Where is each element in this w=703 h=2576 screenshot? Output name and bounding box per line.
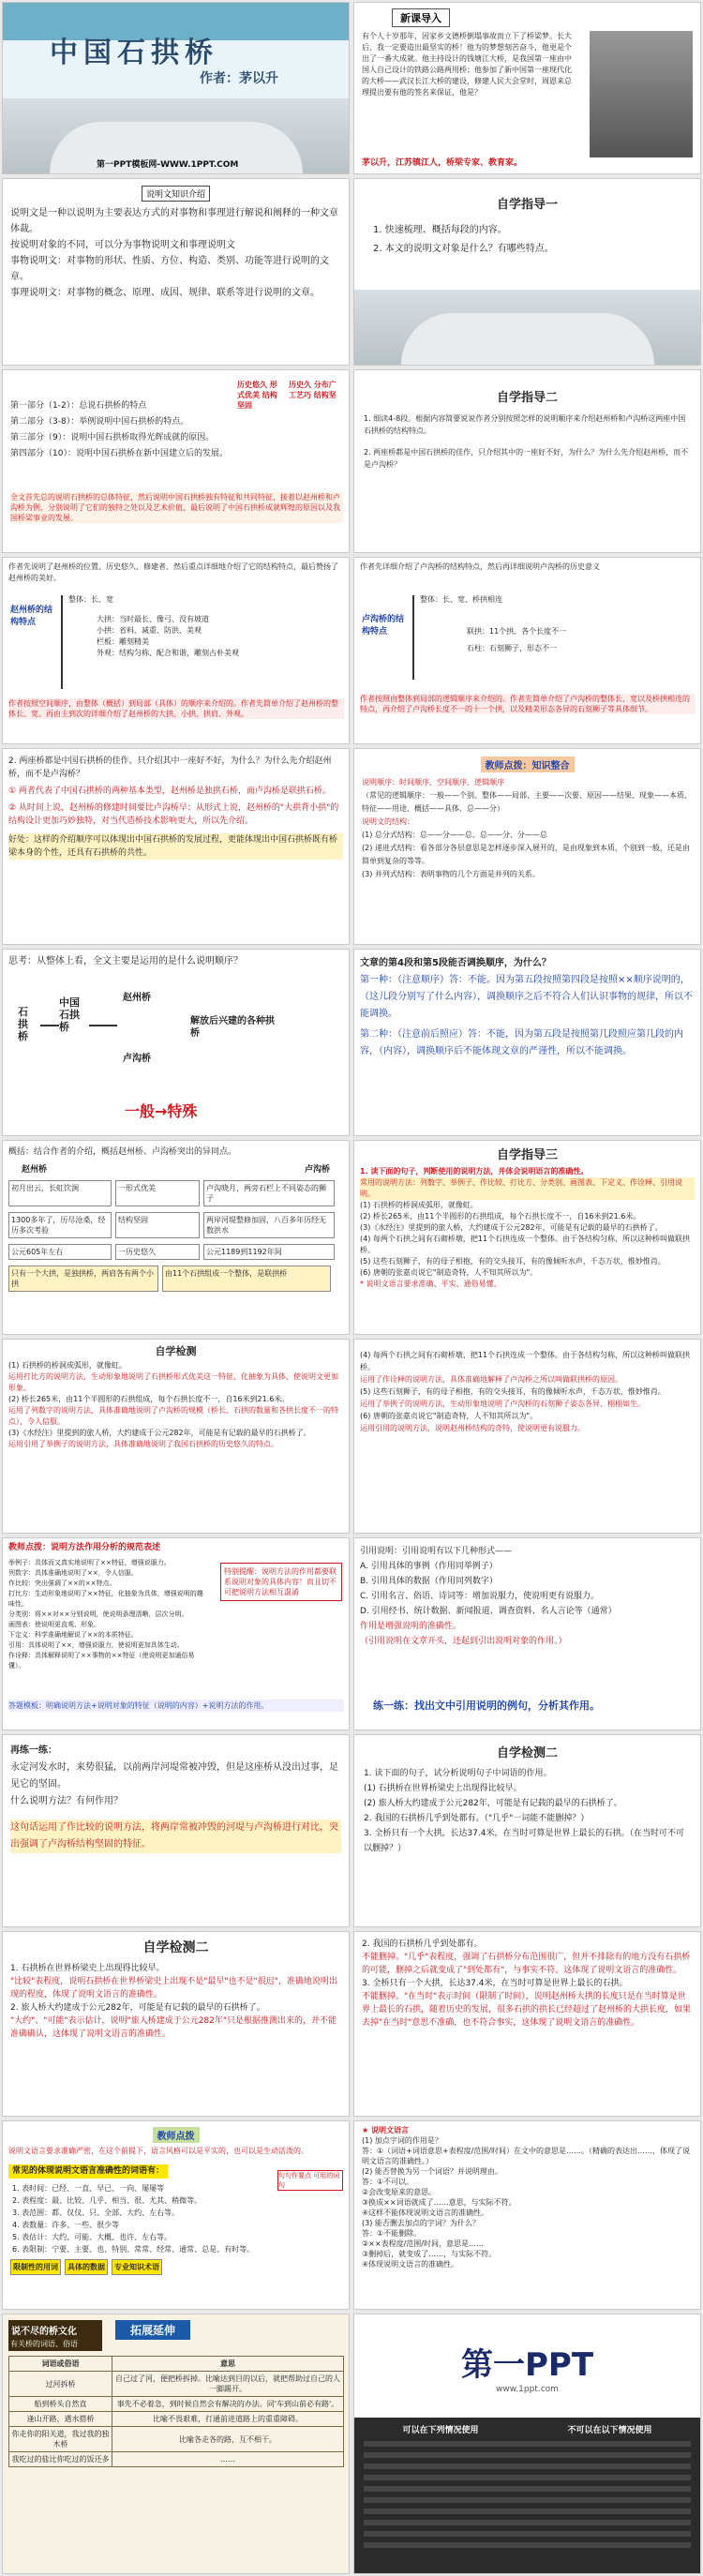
cell: 由11个石拱组成一个整体，是联拱桥 — [162, 1266, 331, 1292]
slide-title: 自学指导三 — [496, 1148, 558, 1162]
tree-part: 联拱：11个拱、各个长度不一 — [467, 627, 567, 636]
line: 答：①不能删除。 — [362, 2229, 422, 2238]
col-heading: 不可以在以下情况使用 — [567, 2426, 652, 2435]
tip-bubble: 特别提醒：说明方法的作用都要联系说明对象的具体内容！而且切不可把说明方法相互混淆 — [220, 1563, 342, 1601]
line: (2) 递进式结构：看各部分各层意思是怎样逐步深入展开的，是由现象到本质，个别到一般，还是由简单到复杂的等等。 — [362, 844, 690, 865]
category-chip: 具体的数据 — [65, 2259, 108, 2275]
item: 3. 表范围：都、仅仅、只、全部、大约、左右等。 — [12, 2209, 180, 2217]
line: 运用打比方的说明方法，生动形象地说明了石拱桥形式优美这一特征，化抽象为具体，使说明文更加形象。 — [8, 1372, 338, 1392]
language-answer-slide — [353, 2120, 701, 2310]
self-check-two-a-slide — [2, 1931, 350, 2117]
node-china: 中国石拱桥 — [59, 996, 80, 1033]
line: * 说明文语言要求准确、平实、通俗易懂。 — [360, 1280, 501, 1288]
extension-slide — [2, 2314, 350, 2574]
line: 运用引用的说明方法，说明赵州桥结构的奇特，使说明更有说服力。 — [360, 1424, 585, 1432]
cell: 卢沟晓月，两旁石栏上不同姿态的狮子 — [203, 1180, 335, 1206]
table-row — [9, 2372, 344, 2397]
col-header: 赵州桥 — [22, 1165, 48, 1175]
zhaozhou-structure-slide — [2, 557, 350, 744]
line: (4) 每两个石拱之间有石砌桥墩，把11个石拱连成一个整体。由于各结构匀称，所以这种桥叫做联拱桥。 — [360, 1351, 691, 1371]
intro-text: 作者先说明了赵州桥的位置、历史悠久、修建者、然后重点详细地介绍了它的结构特点，最后赞扬了赵州桥的美好。 — [8, 562, 338, 582]
task: 练一练：找出文中引用说明的例句，分析其作用。 — [373, 1700, 600, 1712]
answer-1: 第一种：（注意顺序）答：不能。因为第五段按照第四段是按照××顺序说明的，（这儿段分别写了什么内容），调换顺序之后不符合人们认识事物的规律，所以不能调换。 — [360, 975, 693, 1019]
practice-slide — [2, 1734, 350, 1927]
answer: 一般→特殊 — [125, 1102, 198, 1120]
line: (1) 石拱桥的桥洞成弧形，就像虹。 — [8, 1361, 127, 1370]
line: (6) 唐朝的张嘉贞说它"制造奇特，人不知其所以为"。 — [360, 1412, 538, 1420]
line: C. 引用名言、俗语、诗词等：增加说服力，使说明更有说服力。 — [360, 1592, 600, 1601]
line: 作诠释：具体解释说明了××事物的××特征（使说明更加通俗易懂）。 — [8, 1652, 195, 1670]
tree-root: 卢沟桥的结构特点 — [362, 615, 405, 637]
line: "比较"表程度，说明石拱桥在世界桥梁史上出现不是"最早"也不是"很迟"，准确地说明出现的程度，体现了说明文语言的准确性。 — [10, 1977, 337, 1999]
line: (6) 唐朝的张嘉贞说它"制造奇特，人不知其所以为"。 — [360, 1268, 538, 1277]
guide-item: 2. 两座桥都是中国石拱桥的佳作，只介绍其中的一座好不好，为什么？为什么先介绍赵州桥，而不是卢沟桥？ — [364, 448, 689, 469]
guide-item: 1. 细读4-8段。根据内容简要说说作者分别按照怎样的说明顺序来介绍赵州桥和卢沟桥这两座中国石拱桥的结构特点。 — [364, 414, 686, 435]
self-check-slide — [2, 1339, 350, 1534]
subtitle: 说不尽的桥文化 — [8, 2320, 102, 2340]
cell: 结构坚固 — [115, 1212, 200, 1238]
item: 6. 表限制：宁要、主要、也、特别、常常、经常、通常、总是、有时等。 — [12, 2245, 255, 2254]
para-4: 事理说明文：对事物的概念、原理、成因、规律、联系等进行说明的文章。 — [10, 288, 320, 298]
cell: 你走你的阳关道，我过我的独木桥 — [9, 2427, 112, 2452]
line: ②××表程度/范围/时间，意思是…… — [362, 2239, 484, 2248]
question: 2. 两座桥都是中国石拱桥的佳作。只介绍其中一座好不好，为什么？为什么先介绍赵州桥，而不是卢沟桥？ — [8, 756, 332, 779]
intro-text: 作者先详细介绍了卢沟桥的结构特点，然后再详细说明卢沟桥的历史意义 — [360, 562, 600, 571]
line: (3) 能否删去加点的字词？为什么？ — [362, 2219, 480, 2227]
line: (3)《水经注》里提到的旅人桥，大约建成于公元282年，可能是有记载的最早的石拱桥了。 — [8, 1429, 311, 1437]
line: 运用了列数字的说明方法，具体准确地说明了卢沟桥的规模（桥长、石拱的数量和各拱长度不一的特点），令人信服。 — [8, 1406, 338, 1426]
node-lugou: 卢沟桥 — [123, 1054, 151, 1064]
line: 3. 全桥只有一个大拱，长达37.4米，在当时可算是世界上最长的石拱。 — [362, 1979, 628, 1988]
slide-title: 教师点拨 — [153, 2127, 200, 2143]
banner: 拓展延伸 — [115, 2320, 190, 2340]
line: 1. 读下面的句子，判断使用的说明方法，并体会说明语言的准确性。 — [360, 1167, 589, 1176]
line: "大约"、"可能"表示估计，说明"旅人桥建成于公元282年"只是根据推测出来的，并不能准确确认，这体现了说明文语言的准确性。 — [10, 2016, 337, 2039]
para-1: 说明文是一种以说明为主要表达方式的对事物和事理进行解说和阐释的一种文章体裁。 — [10, 208, 338, 234]
line: 引用：具体说明了××，增强说服力，使说明更加具体生动。 — [8, 1641, 184, 1649]
bottom-note: 作者按照由整体到局部的逻辑顺序来介绍的。作者先简单介绍了卢沟桥的整体长、宽以及桥拱相连的特点，再介绍了卢沟桥长度不一的十一个拱，以及精美形态各异的石刻狮子等具体细节。 — [360, 694, 696, 714]
line: 3. 全桥只有一个大拱，长达37.4米，在当时可算是世界上最长的石拱。（在当时可不可以删掉？） — [364, 1829, 684, 1853]
intro: 概括：结合作者的介绍，概括赵州桥、卢沟桥突出的异同点。 — [8, 1147, 237, 1157]
line: 不能删掉。"在当时"表示时间（限制了时间），说明赵州桥大拱的长度只是在当时算是世界上最长的石拱，随着历史的发展，很多石拱的拱长已经超过了赵州桥的大拱长度，如果去掉"在当时"意思不准确，也不符合事实，这体现了说明文语言的准确性。 — [362, 1992, 692, 2028]
guide-item: 1. 快速梳理、概括每段的内容。 — [373, 225, 507, 235]
author-label: 作者：茅以升 — [200, 71, 278, 86]
line: 常用的说明方法：列数字、举例子、作比较、打比方、分类别、画图表、下定义、作诠释、引用说明。 — [360, 1177, 695, 1200]
arrow — [40, 1025, 59, 1026]
para-3: 事物说明文：对事物的形状、性质、方位、构造、类别、功能等进行说明的文章。 — [10, 256, 329, 282]
method-expression-slide — [2, 1537, 350, 1730]
line: 答：①不可以。 — [362, 2178, 414, 2186]
cell: 我吃过的盐比你吃过的饭还多 — [9, 2452, 112, 2467]
line: 分类别：将××对××分别说明，使说明条理清晰，层次分明。 — [8, 1610, 188, 1618]
line: ★ 说明文语言 — [362, 2126, 409, 2134]
guide-item: 2. 本文的说明文对象是什么？有哪些特点。 — [373, 244, 554, 254]
intro: 说明文语言要求准确严密，在这个前提下，语言风格可以是平实的，也可以是生动活泼的。 — [8, 2147, 308, 2155]
knowledge-integration-slide — [353, 748, 701, 945]
slide-title: 自学指导一 — [496, 198, 558, 212]
node-root: 石拱桥 — [18, 1006, 28, 1042]
cell: 一形式优美 — [115, 1180, 200, 1206]
heading: 再练一练： — [10, 1745, 57, 1756]
idiom-table — [8, 2356, 344, 2467]
intro-slide — [353, 2, 701, 174]
cell: 公元605年左右 — [8, 1244, 112, 1260]
cell: 过河拆桥 — [9, 2372, 112, 2397]
tree-root: 赵州桥的结构特点 — [10, 606, 53, 627]
slide-heading: 说明文知识介绍 — [142, 186, 210, 202]
tree-part: 外观：结构匀称、配合和谐，雕刻古朴美观 — [97, 649, 239, 657]
note: 好处：这样的介绍顺序可以体现出中国石拱桥的发展过程，更能体现出中国石拱桥既有桥梁本身的个性，还具有石拱桥的共性。 — [8, 833, 343, 860]
line: 列数字：具体准确地说明了××，令人信服。 — [8, 1569, 138, 1577]
line: 1. 读下面的句子，试分析说明句子中词语的作用。 — [364, 1769, 552, 1778]
tree-brace — [412, 595, 414, 680]
slide-title: 教师点拨：说明方法作用分析的规范表述 — [8, 1543, 161, 1552]
line: ②会改变原来的意思。 — [362, 2188, 437, 2196]
line: D. 引用经书、统计数据、新闻报道、调查资料、名人言论等（通常） — [360, 1607, 617, 1616]
structure-slide — [2, 369, 350, 553]
category-chip: 专业知识术语 — [112, 2259, 162, 2275]
cell: 只有一个大拱，是独拱桥，两肩各有两个小拱 — [8, 1266, 158, 1292]
line: 运用了作诠释的说明方法，具体准确地解释了卢沟桥之所以叫做联拱桥的原因。 — [360, 1375, 622, 1384]
order-diagram-slide — [2, 949, 350, 1136]
item: 1. 表时间：已经、一直、早已、一向、屡屡等 — [12, 2184, 165, 2193]
bottom-note: 作者按照空间顺序，由整体（概括）到局部（具体）的顺序来介绍的。作者先简单介绍了赵州桥的整体长、宽、再由主到次的详细介绍了赵州桥的大拱、小拱、拱肩、外观。 — [8, 698, 344, 719]
item: 2. 表程度：最、比较、几乎、相当、很、尤其、稍微等。 — [12, 2196, 202, 2205]
intro-text: 有个人十岁那年，因家乡文德桥倒塌事故而立下了桥梁梦。长大后，我一定要造出最坚实的桥！他为的梦想刻苦奋斗，他更是个出了一番大成就。他主持设计的钱塘江大桥，是我国第一座由中国人自己设计的铁路公路两用桥；他参加了新中国第一座现代化的大桥——武汉长江大桥的建设，修建人民大会堂时，周恩来总理提出要有他的签名来保证，他是？ — [362, 32, 572, 97]
subtitle-2: 有关桥的词语、俗语 — [8, 2337, 102, 2351]
cell: …… — [112, 2452, 343, 2467]
tree-part: 石柱：石刻狮子，形态不一 — [467, 644, 557, 652]
line: (3) 并列式结构：表明事物的几个方面是并列的关系。 — [362, 870, 540, 878]
item: 5. 表估计：大约、可能、大概、也许、左右等。 — [12, 2233, 172, 2241]
line: (4) 每两个石拱之间有石砌桥墩，把11个石拱连成一个整体。由于各结构匀称，所以这种桥叫做联拱桥。 — [360, 1235, 691, 1254]
part-2: 第二部分（3-8）：举例说明中国石拱桥的特点。 — [10, 417, 189, 427]
table-header: 意思 — [112, 2357, 343, 2372]
node-new: 解放后兴建的各种拱桥 — [190, 1016, 275, 1039]
line: (2) 桥长265米，由11个半圆形的石拱组成，每个石拱长度不一，自16米到21.6米。 — [8, 1395, 290, 1403]
question: 思考：从整体上看，全文主要是运用的是什么说明顺序？ — [8, 956, 243, 966]
section-tag: 新课导入 — [392, 8, 450, 27]
col-header: 卢沟桥 — [304, 1165, 330, 1175]
compare-slide — [2, 1140, 350, 1335]
slide-title: 自学检测 — [155, 1345, 197, 1357]
line: (2) 桥长265米，由11个半圆形的石拱组成，每个石拱长度不一，自16米到21.6米。 — [360, 1212, 641, 1221]
self-check-cont-slide — [353, 1339, 701, 1534]
intro-answer: 茅以升，江苏镇江人，桥梁专家、教育家。 — [362, 158, 523, 168]
usage-list — [364, 2441, 691, 2554]
cell: 比喻各走各的路，互不相干。 — [112, 2427, 343, 2452]
answer: 这句话运用了作比较的说明方法，将两岸常被冲毁的河堤与卢沟桥进行对比，突出强调了卢沟桥结构坚固的特征。 — [10, 1820, 341, 1853]
knowledge-slide — [2, 178, 350, 366]
line: (5) 这些石刻狮子，有的母子相抱，有的交头接耳，有的像倾听水声，千态万状，惟妙惟肖。 — [360, 1257, 666, 1266]
line: 说明顺序：时间顺序、空间顺序、逻辑顺序 — [362, 778, 504, 786]
side-note: 历史悠久 形式优美 结构坚固 — [237, 381, 277, 410]
tree-part: 小拱：省料、减重、防洪、美观 — [97, 626, 202, 635]
line: ③换成××词语就成了……意思，与实际不符。 — [362, 2198, 516, 2207]
cell: 比喻不畏艰难，打通前进道路上的重重障碍。 — [112, 2412, 343, 2427]
answer-1: ① 两者代表了中国石拱桥的两种基本类型，赵州桥是独拱石桥，而卢沟桥是联拱石桥。 — [8, 786, 331, 796]
template-note: 答题模板：明确说明方法+说明对象的特征（说明的内容）+说明方法的作用。 — [8, 1700, 344, 1712]
para: 永定河发水时，来势很猛，以前两岸河堤常被冲毁，但是这座桥从没出过事，足见它的坚固。 — [10, 1762, 338, 1790]
line: (1) 石拱桥在世界桥梁史上出现得比较早。 — [364, 1784, 522, 1793]
self-check-two-b-slide — [353, 1931, 701, 2117]
line: 运用了举例子的说明方法，生动形象地说明了卢沟桥的石刻狮子姿态各异、栩栩如生。 — [360, 1400, 645, 1408]
line: 引用说明：引用说明有以下几种形式—— — [360, 1547, 513, 1556]
line: (1) 石拱桥的桥洞成弧形，就像虹。 — [360, 1201, 478, 1209]
lugou-structure-slide — [353, 557, 701, 744]
line: ④体现说明文语言的准确性。 — [362, 2260, 459, 2269]
slide-title: 教师点拨：知识整合 — [481, 756, 575, 772]
slide-title: 自学检测二 — [496, 1746, 558, 1760]
tree-whole: 整体：长、宽 — [68, 595, 113, 604]
line: 说明文的结构： — [362, 817, 414, 826]
cell: 一历史悠久 — [115, 1244, 200, 1260]
guide-three-slide — [353, 1140, 701, 1335]
footer-url: 第一PPT模板网-WWW.1PPT.COM — [97, 160, 239, 170]
title-slide — [2, 2, 350, 174]
line: (2) 旅人桥大约建成于公元282年，可能是有记载的最早的石拱桥了。 — [364, 1799, 622, 1808]
line: 2. 我国的石拱桥几乎到处都有。（"几乎"一词能不能删掉？） — [364, 1814, 590, 1823]
part-1: 第一部分（1-2）：总说石拱桥的特点 — [10, 401, 147, 411]
cell: 两岸河堤整修加固，八百多年历经无数洪水 — [203, 1212, 335, 1238]
summary-text: 全文首先总的说明石拱桥的总体特征，然后说明中国石拱桥独有特征和共同特征，接着以赵州桥和卢沟桥为例，分别说明了它们的独特之处以及艺术价值，最后说明了中国石拱桥成就辉煌的原因以及我国桥梁事业的发展。 — [10, 492, 343, 523]
box-heading: 常见的体现说明文语言准确性的词语有： — [8, 2164, 168, 2179]
brand-url: www.1ppt.com — [496, 2385, 559, 2394]
language-tip-slide — [2, 2120, 350, 2310]
logo-slide — [353, 2314, 701, 2574]
node-zhaozhou: 赵州桥 — [123, 993, 151, 1003]
line: （引用说明在文章开头，还起到引出说明对象的作用。） — [360, 1637, 567, 1646]
slide-title: 自学指导二 — [496, 391, 558, 405]
cell: 1300多年了，历尽沧桑，经历多次考验 — [8, 1212, 112, 1238]
line: 作用是增强说明的准确性。 — [360, 1622, 462, 1631]
table-row — [9, 2412, 344, 2427]
cell: 初月出云，长虹饮涧 — [8, 1180, 112, 1206]
line: 不能删掉。"几乎"表程度，强调了石拱桥分布范围很广，但并不排除有的地方没有石拱桥的可能，删掉之后就变成了"到处都有"，与事实不符。这体现了说明文语言的准确性。 — [362, 1953, 691, 1975]
tree-part: 栏板：雕刻精美 — [97, 637, 149, 646]
table-row — [9, 2427, 344, 2452]
guide-one-slide — [353, 178, 701, 366]
table-row — [9, 2452, 344, 2467]
question: 文章的第4段和第5段能否调换顺序，为什么？ — [360, 958, 551, 968]
slide-title: 中国石拱桥 — [50, 37, 218, 69]
portrait-image — [590, 31, 693, 157]
cell: 事先不必着急，到时候自然会有解决的办法。同'车到山前必有路'。 — [112, 2397, 343, 2412]
cell: 自己过了河，便把桥拆掉。比喻达到目的以后，就把帮助过自己的人一脚踢开。 — [112, 2372, 343, 2397]
para-2: 按说明对象的不同，可以分为事物说明文和事理说明文 — [10, 240, 235, 250]
line: ④这样不能体现说明文语言的准确性。 — [362, 2209, 489, 2217]
line: 2. 旅人桥大约建成于公元282年，可能是有记载的最早的石拱桥了。 — [10, 2003, 265, 2013]
cell: 逢山开路，遇水搭桥 — [9, 2412, 112, 2427]
line: 打比方：生动形象地说明了××特征，化抽象为具体，增强说明的趣味性。 — [8, 1590, 203, 1608]
line: 答：①（词语+词语意思+表程度/范围/时间）在文中的意思是……。（精确的表达出……，体现了说明文语言的准确性。） — [362, 2147, 690, 2165]
tree-whole: 整体：长、宽、桥拱相连 — [420, 595, 502, 604]
table-row — [9, 2397, 344, 2412]
line: (3)《水经注》里提到的旅人桥，大约建成于公元282年，可能是有记载的最早的石拱桥了。 — [360, 1223, 663, 1232]
line: (1) 总分式结构：总——分——总、总——分、分——总 — [362, 831, 547, 839]
table-header: 词语或俗语 — [9, 2357, 112, 2372]
category-chip: 限制性的用词 — [10, 2259, 61, 2275]
quotation-slide — [353, 1537, 701, 1730]
cell: 公元1189到1192年间 — [203, 1244, 335, 1260]
line: 举例子：具体而又真实地说明了××特征，增强说服力。 — [8, 1559, 171, 1566]
cell: 船到桥头自然直 — [9, 2397, 112, 2412]
line: ③删掉后，就变成了……，与实际不符。 — [362, 2250, 497, 2258]
line: 运用引用了举例子的说明方法，具体准确地说明了我国石拱桥的历史悠久的特点。 — [8, 1440, 278, 1448]
question: 什么说明方法？有何作用？ — [10, 1796, 123, 1806]
part-4: 第四部分（10）：说明中国石拱桥在新中国建立后的发展。 — [10, 449, 228, 458]
line: 作比较：突出强调了××的××特点。 — [8, 1580, 116, 1587]
col-heading: 可以在下列情况使用 — [402, 2426, 479, 2435]
line: A. 引用具体的事例（作用同举例子） — [360, 1562, 498, 1571]
line: 画图表：使说明更直观、形象。 — [8, 1621, 100, 1628]
arrow — [89, 1025, 117, 1026]
brand-logo: 第一PPT — [460, 2346, 594, 2384]
tree-part: 大拱：当时最长、像弓、没有坡道 — [97, 615, 209, 623]
line: (1) 加点字词的作用是？ — [362, 2136, 442, 2145]
line: B. 引用具体的数据（作用同列数字） — [360, 1577, 498, 1586]
two-bridges-slide — [2, 748, 350, 945]
line: (5) 这些石刻狮子，有的母子相抱，有的交头接耳，有的像倾听水声，千态万状，惟妙惟肖。 — [360, 1387, 666, 1396]
slide-title: 自学检测二 — [142, 1940, 209, 1955]
line: 2. 我国的石拱桥几乎到处都有。 — [362, 1939, 483, 1949]
item: 4. 表数量：许多、一些、很少等 — [12, 2221, 120, 2229]
answer-2: ② 从时间上说，赵州桥的修建时间要比卢沟桥早；从形式上说，赵州桥的"大拱背小拱"的结构设计更加巧妙独特，对当代造桥技术影响更大，所以先介绍。 — [8, 803, 339, 826]
tree-brace — [61, 595, 63, 689]
line: （常见的逻辑顺序：一般——个别、整体——局部、主要——次要、原因——结果、现象——本质、特征——用途、概括——具体、总——分） — [362, 791, 692, 813]
line: 下定义：科学准确地解说了××的本质特征。 — [8, 1631, 138, 1639]
guide-two-slide — [353, 369, 701, 553]
self-check-two-q-slide — [353, 1734, 701, 1927]
line: (2) 能否替换为另一个词语？并说明理由。 — [362, 2167, 502, 2176]
line: 1. 石拱桥在世界桥梁史上出现得比较早。 — [10, 1964, 165, 1973]
tag-note: 句句作要点 可用的词句 — [277, 2170, 343, 2191]
order-question-slide — [353, 949, 701, 1136]
answer-2: 第二种：（注意前后照应）答：不能，因为第五段是按照第几段照应第几段的内容，（内容），调换顺序后不能体现文章的严谨性，所以不能调换。 — [360, 1029, 683, 1056]
side-note-2: 历史久 分布广 工艺巧 结构坚 — [289, 381, 337, 399]
part-3: 第三部分（9）：说明中国石拱桥取得光辉成就的原因。 — [10, 433, 215, 442]
